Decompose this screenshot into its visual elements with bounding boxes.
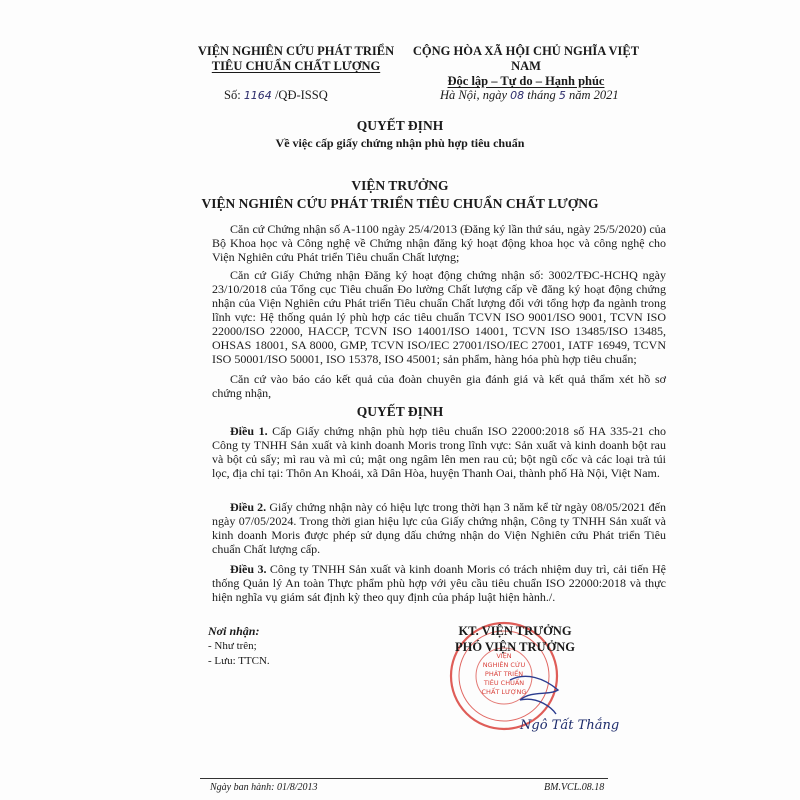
doc-number-suffix: /QĐ-ISSQ: [271, 88, 328, 102]
article-1-label: Điều 1.: [230, 424, 268, 438]
document-number: [224, 88, 328, 103]
date-part2: tháng: [524, 88, 559, 102]
nation-name: CỘNG HÒA XÃ HỘI CHỦ NGHĨA VIỆT NAM: [412, 44, 640, 73]
article-1-text: Cấp Giấy chứng nhận phù hợp tiêu chuẩn ISO 22000:2018 số HA 335-21 cho Công ty TNHH Sản xuất và kinh doanh Moris trong lĩnh vực: Sản xuất và kinh doanh bột rau và bột củ sấy; mì rau và mì củ; mật ong ngâm lên men rau củ; bột ngũ cốc và các loại trà túi lọc, địa chỉ tại: Thôn An Khoái, xã Dân Hòa, huyện Thanh Oai, thành phố Hà Nội, Việt Nam.: [212, 424, 666, 480]
recipients-title: Nơi nhận:: [208, 624, 260, 638]
decision-heading: QUYẾT ĐỊNH: [356, 404, 444, 419]
seal-line: VIỆN: [496, 652, 512, 660]
article-2: [212, 500, 666, 556]
issuer-header: [196, 44, 396, 74]
recipient-item: - Lưu: TTCN.: [208, 655, 270, 667]
authority-org: VIỆN NGHIÊN CỨU PHÁT TRIỂN TIÊU CHUẨN CHẤT LƯỢNG: [201, 196, 599, 211]
recipient-item: - Như trên;: [208, 640, 257, 652]
doc-number-prefix: Số:: [224, 88, 244, 102]
issuer-name-line1: VIỆN NGHIÊN CỨU PHÁT TRIỂN: [197, 44, 395, 58]
seal-line: PHÁT TRIỂN: [484, 670, 524, 678]
preamble-paragraph-1: Căn cứ Chứng nhận số A-1100 ngày 25/4/2013 (Đăng ký lần thứ sáu, ngày 25/5/2020) của Bộ Khoa học và Công nghệ về Chứng nhận đăng ký hoạt động khoa học và công nghệ cho Viện Nghiên cứu Phát triển Tiêu chuẩn Chất lượng;: [212, 222, 666, 264]
article-3-label: Điều 3.: [230, 562, 267, 576]
decision-subject: Về việc cấp giấy chứng nhận phù hợp tiêu chuẩn: [275, 136, 525, 150]
preamble-paragraph-3: Căn cứ vào báo cáo kết quả của đoàn chuyên gia đánh giá và kết quả thẩm xét hồ sơ chứng nhận,: [212, 372, 666, 400]
issue-date: [440, 88, 619, 103]
nation-motto: Độc lập – Tự do – Hạnh phúc: [447, 74, 605, 88]
doc-number-handwritten: 1164: [243, 89, 272, 102]
seal-line: TIÊU CHUẨN: [483, 679, 525, 687]
date-day: 08: [510, 89, 525, 102]
signature-title-line2: PHÓ VIỆN TRƯỞNG: [455, 640, 575, 654]
article-2-label: Điều 2.: [230, 500, 267, 514]
preamble-paragraph-2: Căn cứ Giấy Chứng nhận Đăng ký hoạt động chứng nhận số: 3002/TĐC-HCHQ ngày 23/10/2018 của Tổng cục Tiêu chuẩn Đo lường Chất lượng cấp về đăng ký hoạt động chứng nhận của Viện Nghiên cứu Phát triển Tiêu chuẩn Chất lượng đối với tổng hợp đa ngành trong lĩnh vực: Hệ thống quản lý phù hợp các tiêu chuẩn TCVN ISO 9001/ISO 9001, TCVN ISO 22000/ISO 22000, HACCP, TCVN ISO 14001/ISO 14001, TCVN ISO 13485/ISO 13485, OHSAS 18001, SA 8000, GMP, TCVN ISO/IEC 27001/ISO/IEC 27001, IATF 16949, TCVN ISO 50001/ISO 50001, ISO 15378, ISO 45001; sản phẩm, hàng hóa phù hợp tiêu chuẩn;: [212, 268, 666, 366]
date-part1: Hà Nội, ngày: [440, 88, 511, 102]
decision-title: QUYẾT ĐỊNH: [356, 118, 444, 133]
article-3: [212, 562, 666, 604]
seal-line: CHẤT LƯỢNG: [481, 688, 527, 696]
issuer-name-line2: TIÊU CHUẨN CHẤT LƯỢNG: [211, 59, 381, 73]
authority-title: VIỆN TRƯỞNG: [351, 178, 449, 193]
date-part3: năm 2021: [565, 88, 619, 102]
article-2-text: Giấy chứng nhận này có hiệu lực trong thời hạn 3 năm kể từ ngày 08/05/2021 đến ngày 07/05/2024. Trong thời gian hiệu lực của Giấy chứng nhận, Công ty TNHH Sản xuất và kinh doanh Moris được phép sử dụng dấu chứng nhận do Viện Nghiên cứu Phát triển Tiêu chuẩn Chất lượng cấp.: [212, 500, 667, 556]
article-1: [212, 424, 666, 480]
date-month: 5: [558, 89, 566, 102]
signature-title-line1: KT. VIỆN TRƯỞNG: [458, 624, 572, 638]
seal-line: NGHIÊN CỨU: [482, 661, 526, 669]
article-3-text: Công ty TNHH Sản xuất và kinh doanh Moris có trách nhiệm duy trì, cải tiến Hệ thống Quản lý An toàn Thực phẩm phù hợp với yêu cầu tiêu chuẩn ISO 22000:2018 và thực hiện nghĩa vụ giám sát định kỳ theo quy định của pháp luật hiện hành./.: [212, 562, 666, 604]
signer-name: Ngô Tất Thắng: [520, 718, 620, 733]
footer-form-code: BM.VCL.08.18: [544, 782, 605, 793]
footer-issue-date: Ngày ban hành: 01/8/2013: [210, 782, 318, 793]
national-header: [408, 44, 644, 89]
footer-divider: [200, 778, 608, 779]
